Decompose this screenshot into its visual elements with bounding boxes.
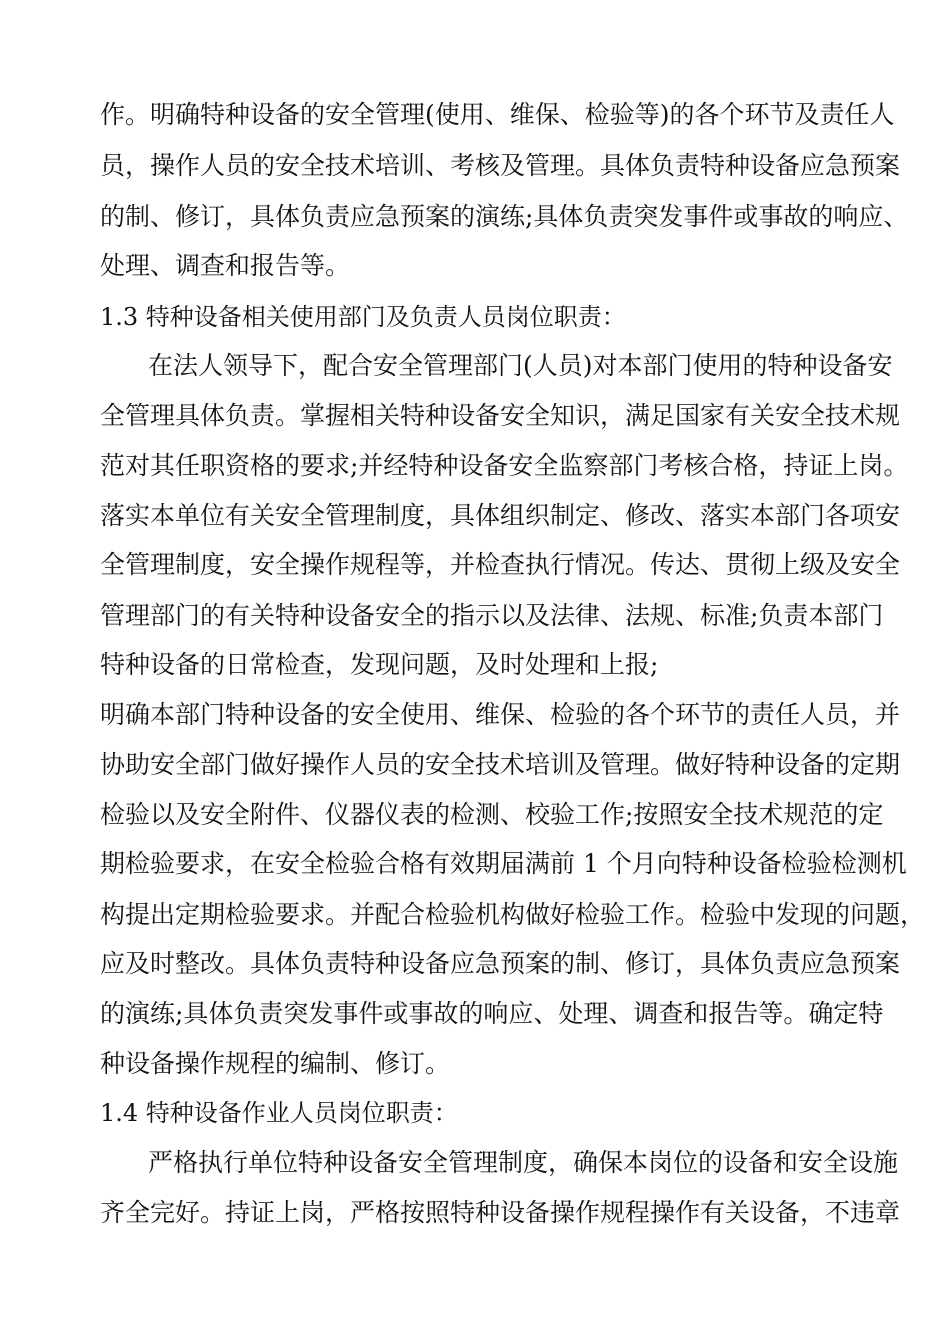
- text-line: 严格执行单位特种设备安全管理制度，确保本岗位的设备和安全设施: [148, 1148, 899, 1177]
- text-line: 全管理制度，安全操作规程等，并检查执行情况。传达、贯彻上级及安全: [100, 550, 901, 579]
- text-line: 的演练;具体负责突发事件或事故的响应、处理、调查和报告等。确定特: [100, 999, 884, 1028]
- text-line: 明确本部门特种设备的安全使用、维保、检验的各个环节的责任人员，并: [100, 700, 901, 729]
- text-line: 作。明确特种设备的安全管理(使用、维保、检验等)的各个环节及责任人: [100, 100, 895, 129]
- text-line: 管理部门的有关特种设备安全的指示以及法律、法规、标准;负责本部门: [100, 601, 884, 630]
- text-line: 齐全完好。持证上岗，严格按照特种设备操作规程操作有关设备，不违章: [100, 1198, 901, 1227]
- section-heading: 1.3 特种设备相关使用部门及负责人员岗位职责：: [100, 303, 626, 331]
- text-line: 落实本单位有关安全管理制度，具体组织制定、修改、落实本部门各项安: [100, 501, 901, 530]
- text-line: 期检验要求，在安全检验合格有效期届满前 1 个月向特种设备检验检测机: [100, 849, 907, 878]
- text-line: 特种设备的日常检查，发现问题，及时处理和上报;: [100, 650, 659, 679]
- text-line: 在法人领导下，配合安全管理部门(人员)对本部门使用的特种设备安: [148, 351, 893, 380]
- text-line: 全管理具体负责。掌握相关特种设备安全知识，满足国家有关安全技术规: [100, 401, 901, 430]
- section-heading: 1.4 特种设备作业人员岗位职责：: [100, 1099, 458, 1127]
- text-line: 构提出定期检验要求。并配合检验机构做好检验工作。检验中发现的问题，: [100, 900, 926, 929]
- text-line: 协助安全部门做好操作人员的安全技术培训及管理。做好特种设备的定期: [100, 750, 901, 779]
- text-line: 的制、修订，具体负责应急预案的演练;具体负责突发事件或事故的响应、: [100, 202, 909, 231]
- text-line: 检验以及安全附件、仪器仪表的检测、校验工作;按照安全技术规范的定: [100, 800, 884, 829]
- text-line: 范对其任职资格的要求;并经特种设备安全监察部门考核合格，持证上岗。: [100, 451, 909, 480]
- text-line: 应及时整改。具体负责特种设备应急预案的制、修订，具体负责应急预案: [100, 949, 901, 978]
- text-line: 员，操作人员的安全技术培训、考核及管理。具体负责特种设备应急预案: [100, 151, 901, 180]
- text-line: 种设备操作规程的编制、修订。: [100, 1049, 451, 1078]
- text-line: 处理、调查和报告等。: [100, 251, 351, 280]
